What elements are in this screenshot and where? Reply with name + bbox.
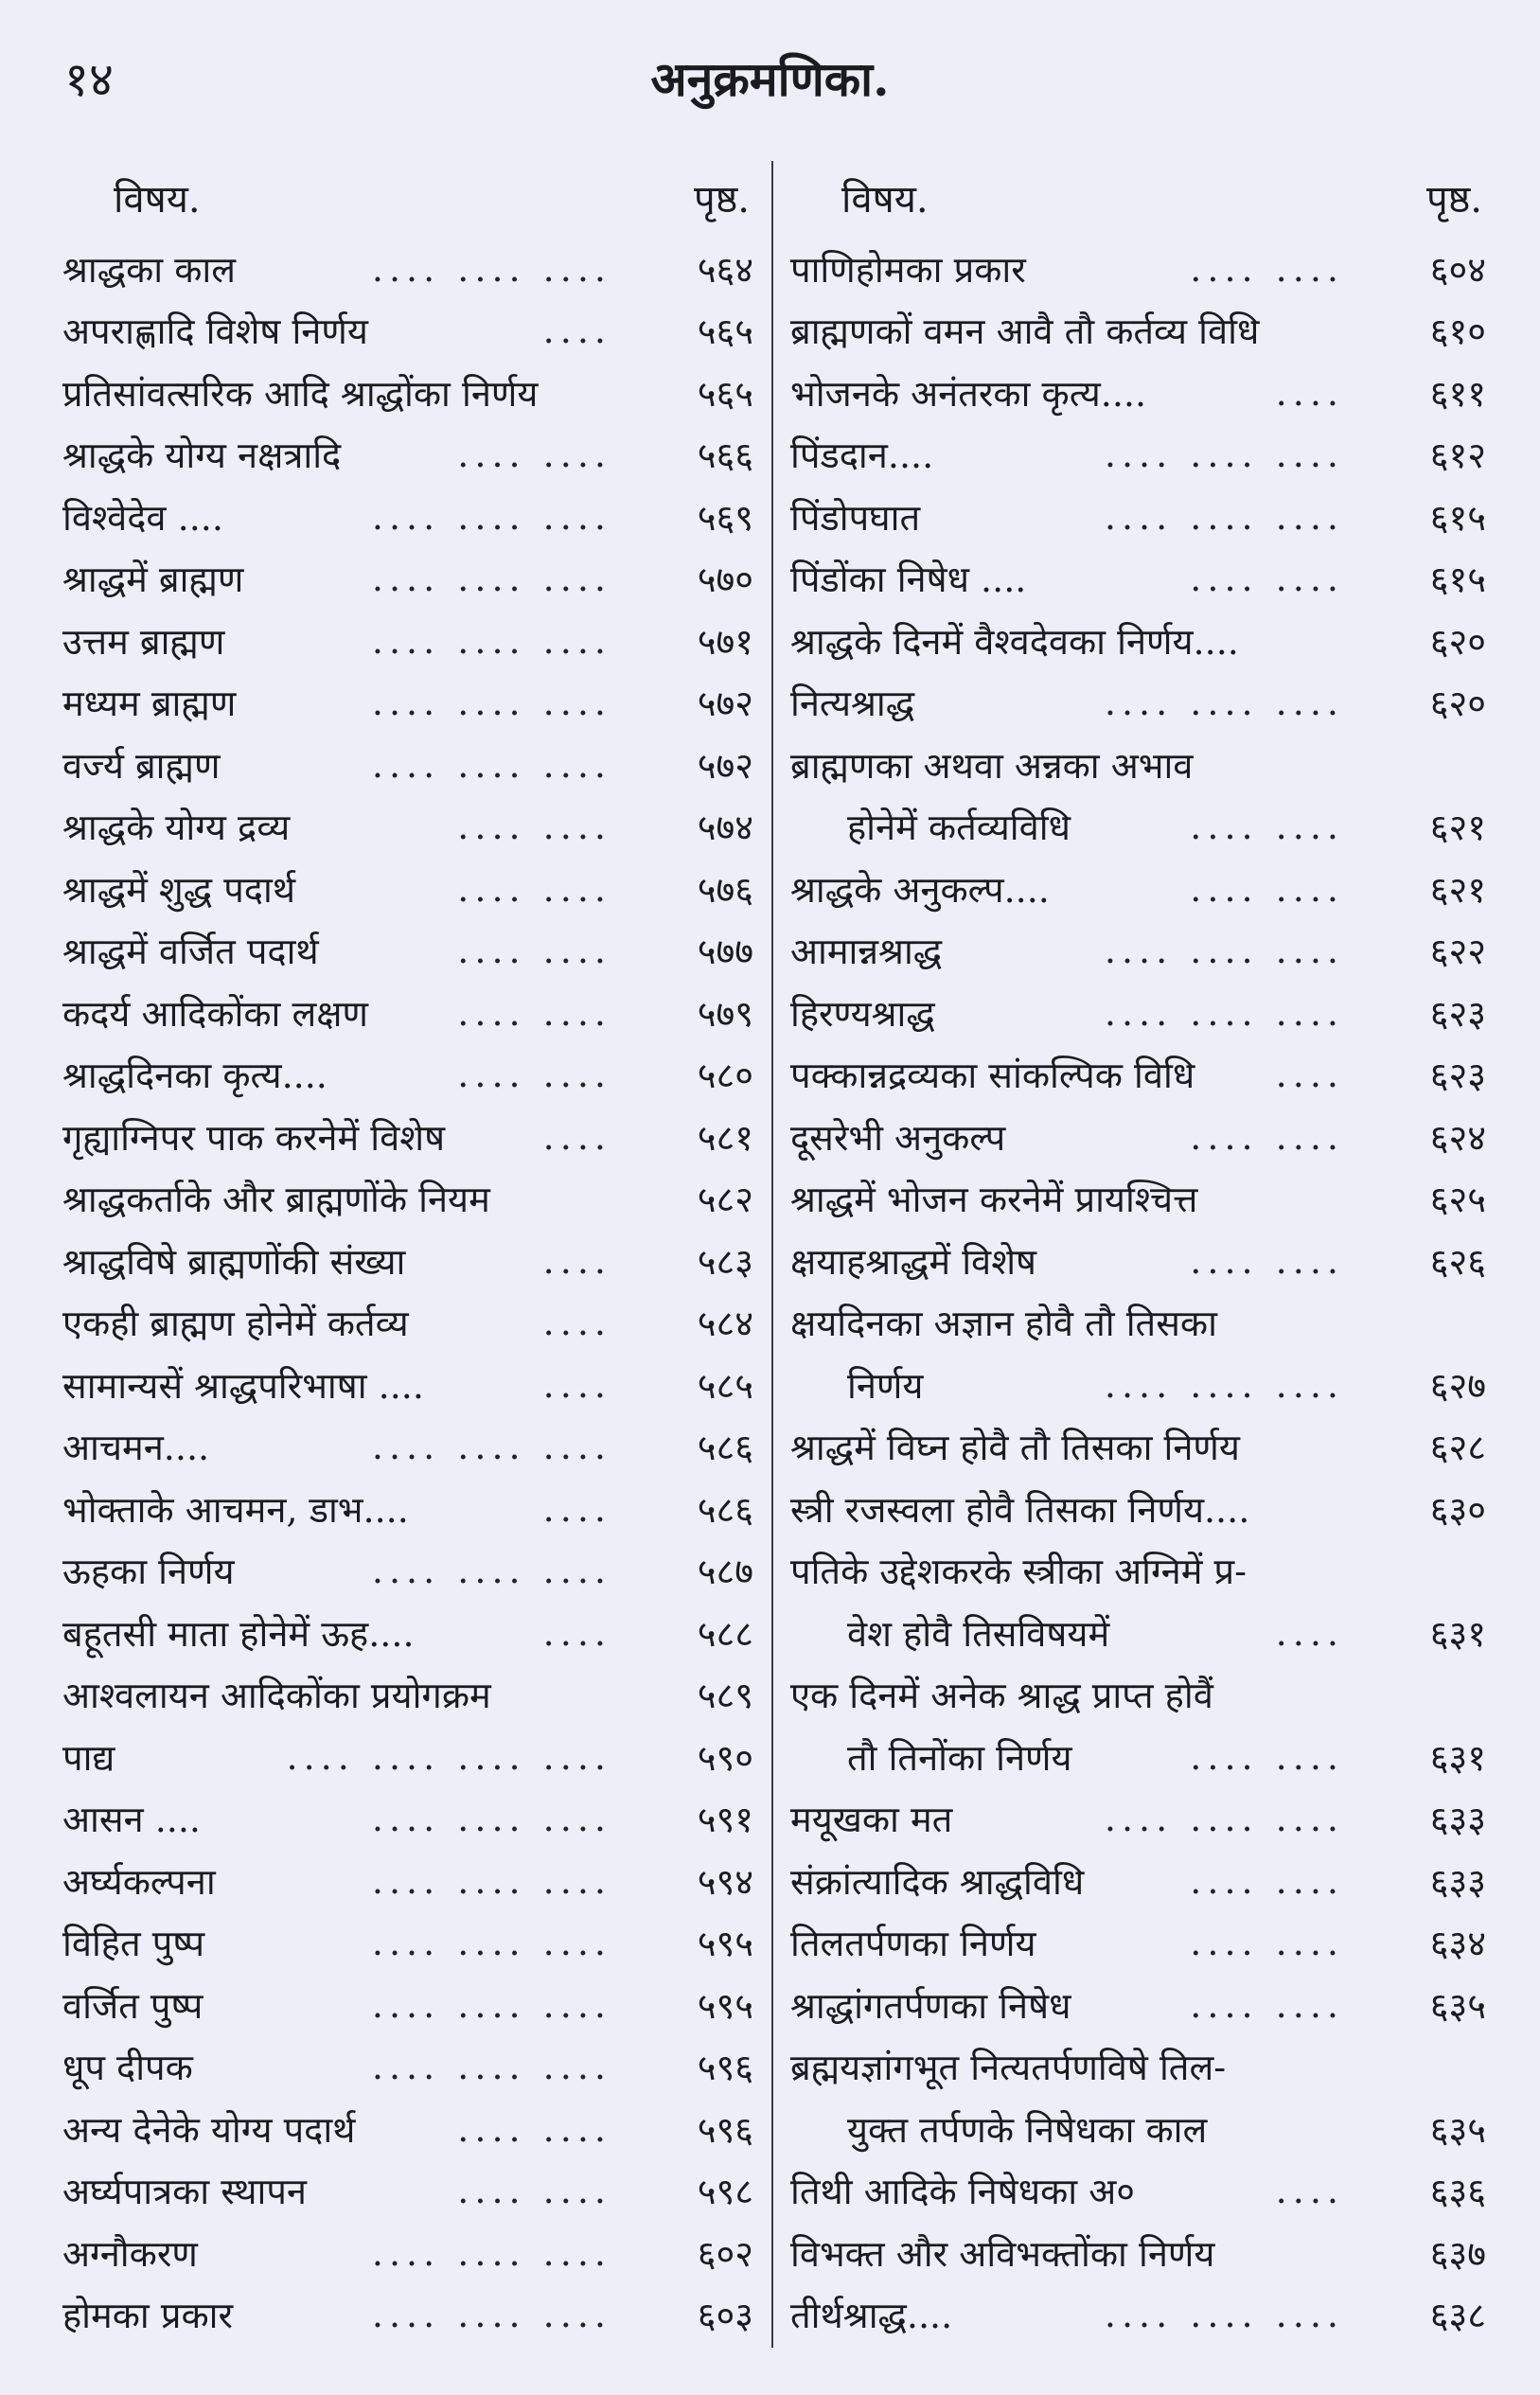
toc-entry: [62, 1664, 753, 1727]
entry-leader-dots: .... .... ....: [1104, 495, 1344, 538]
entry-page-number: ६३७: [1429, 2232, 1486, 2275]
entry-title: गृह्याग्निपर पाक करनेमें विशेष: [62, 1116, 446, 1159]
entry-title: नित्यश्राद्ध: [790, 683, 915, 725]
entry-leader-dots: .... .... ....: [371, 2046, 611, 2088]
entry-leader-dots: .... ....: [457, 930, 611, 972]
toc-entry: [62, 1850, 753, 1912]
entry-leader-dots: .... ....: [1190, 867, 1344, 910]
entry-page-number: ५७०: [697, 559, 753, 601]
toc-entry: [62, 2160, 753, 2223]
left-column: [62, 156, 753, 2346]
entry-page-number: ६०४: [1429, 248, 1486, 291]
entry-page-number: ५९६: [697, 2047, 753, 2089]
entry-page-number: ६२४: [1429, 1116, 1486, 1159]
entry-leader-dots: .... ....: [457, 1054, 611, 1096]
toc-entry: [62, 610, 753, 672]
entry-leader-dots: .... .... ....: [1104, 1798, 1344, 1840]
toc-entry: [790, 1602, 1486, 1664]
entry-leader-dots: .... ....: [1190, 1115, 1344, 1158]
toc-entry: [62, 1478, 753, 1540]
toc-entry: [62, 2222, 753, 2284]
entry-leader-dots: ....: [1275, 2170, 1344, 2212]
entry-title: अग्नौकरण: [62, 2232, 198, 2275]
toc-entry: [790, 486, 1486, 548]
entry-title: विश्वेदेव ....: [62, 496, 223, 539]
entry-title: ब्राह्मणका अथवा अन्नका अभाव: [790, 744, 1194, 787]
entry-page-number: ५६५: [697, 372, 753, 415]
toc-entry: [790, 424, 1486, 487]
entry-leader-dots: .... ....: [457, 806, 611, 848]
entry-title: आचमन....: [62, 1427, 210, 1469]
entry-page-number: ६१५: [1429, 496, 1486, 539]
entry-title: श्राद्धके अनुकल्प....: [790, 868, 1050, 911]
entry-page-number: ५९५: [697, 1923, 753, 1965]
entry-leader-dots: .... .... ....: [371, 1859, 611, 1902]
entry-title: पतिके उद्देशकरके स्त्रीका अग्निमें प्र-: [790, 1551, 1248, 1593]
entry-page-number: ५७२: [697, 744, 753, 787]
left-column-header: [62, 156, 753, 238]
toc-entry: [62, 424, 753, 487]
toc-entry: [790, 796, 1486, 859]
entry-page-number: ५९०: [697, 1736, 753, 1779]
entry-page-number: ६१५: [1429, 559, 1486, 601]
entry-title: श्राद्धमें वर्जित पदार्थ: [62, 931, 319, 973]
entry-page-number: ५९१: [697, 1799, 753, 1841]
toc-entry: [62, 1602, 753, 1664]
entry-title: श्राद्धका काल: [62, 248, 237, 291]
toc-entry: [62, 2098, 753, 2160]
entry-title: युक्त तर्पणके निषेधका काल: [847, 2108, 1208, 2151]
toc-entry: [62, 1168, 753, 1231]
entry-page-number: ६३४: [1429, 1923, 1486, 1965]
page-title: अनुक्रमणिका.: [650, 51, 890, 107]
entry-leader-dots: .... ....: [1190, 1859, 1344, 1902]
entry-title: अन्य देनेके योग्य पदार्थ: [62, 2108, 356, 2151]
toc-entry: [790, 238, 1486, 300]
entry-page-number: ६३३: [1429, 1860, 1486, 1903]
entry-title: भोजनके अनंतरका कृत्य....: [790, 372, 1147, 415]
entry-leader-dots: .... .... ....: [371, 247, 611, 290]
toc-entry: [62, 1416, 753, 1479]
toc-entry: [790, 1540, 1486, 1603]
entry-page-number: ६३१: [1429, 1736, 1486, 1779]
entry-title: श्राद्धकर्ताके और ब्राह्मणोंके नियम: [62, 1179, 490, 1221]
entry-page-number: ६२१: [1429, 868, 1486, 911]
entry-title: तीर्थश्राद्ध....: [790, 2295, 953, 2337]
entry-title: अर्घ्यकल्पना: [62, 1860, 216, 1903]
entry-page-number: ५७१: [697, 620, 753, 663]
entry-page-number: ५७७: [697, 931, 753, 973]
entry-title: धूप दीपक: [62, 2047, 193, 2089]
entry-page-number: ५६४: [697, 248, 753, 291]
entry-page-number: ५७६: [697, 868, 753, 911]
toc-entry: [790, 1664, 1486, 1727]
entry-leader-dots: .... .... ....: [371, 1550, 611, 1592]
entry-leader-dots: .... ....: [1190, 1983, 1344, 2026]
entry-page-number: ५८८: [697, 1612, 753, 1655]
toc-entry: [62, 2036, 753, 2099]
toc-entry: [790, 2284, 1486, 2347]
entry-page-number: ६२५: [1429, 1179, 1486, 1221]
entry-title: श्राद्धके योग्य नक्षत्रादि: [62, 435, 342, 477]
entry-title: श्राद्धांगतर्पणका निषेध: [790, 1984, 1071, 2027]
entry-leader-dots: .... .... ....: [371, 495, 611, 538]
entry-page-number: ५७२: [697, 683, 753, 725]
entry-page-number: ५८७: [697, 1551, 753, 1593]
entry-page-number: ५९५: [697, 1984, 753, 2027]
toc-entry: [62, 858, 753, 920]
entry-title: मध्यम ब्राह्मण: [62, 683, 237, 725]
entry-page-number: ५८२: [697, 1179, 753, 1221]
toc-entry: [62, 1726, 753, 1788]
toc-entry: [790, 1974, 1486, 2036]
entry-title: अपराह्णादि विशेष निर्णय: [62, 310, 368, 353]
toc-entry: [62, 2284, 753, 2347]
entry-title: वर्जित पुष्प: [62, 1984, 204, 2027]
entry-leader-dots: ....: [542, 1363, 611, 1406]
entry-title: संक्रांत्यादिक श्राद्धविधि: [790, 1860, 1085, 1903]
entry-leader-dots: ....: [1275, 1054, 1344, 1096]
entry-page-number: ५६९: [697, 496, 753, 539]
entry-page-number: ६२०: [1429, 620, 1486, 663]
toc-entry: [790, 1168, 1486, 1231]
toc-entry: [62, 1044, 753, 1107]
entry-leader-dots: .... ....: [457, 991, 611, 1034]
page-label: पृष्ठ.: [694, 177, 750, 222]
entry-page-number: ६२८: [1429, 1427, 1486, 1469]
entry-leader-dots: .... .... .... ....: [286, 1735, 611, 1778]
entry-page-number: ५९६: [697, 2108, 753, 2151]
toc-entry: [62, 238, 753, 300]
entry-leader-dots: .... .... ....: [1104, 434, 1344, 476]
entry-page-number: ६३०: [1429, 1488, 1486, 1531]
entry-title: पाणिहोमका प्रकार: [790, 248, 1026, 291]
entry-leader-dots: .... .... ....: [371, 558, 611, 600]
entry-leader-dots: .... .... ....: [371, 2294, 611, 2336]
entry-title: विभक्त और अविभक्तोंका निर्णय: [790, 2232, 1215, 2275]
entry-page-number: ६२६: [1429, 1240, 1486, 1283]
entry-page-number: ५६५: [697, 310, 753, 353]
entry-title: श्राद्धमें शुद्ध पदार्थ: [62, 868, 296, 911]
entry-page-number: ६१०: [1429, 310, 1486, 353]
right-column-header: [790, 156, 1486, 238]
toc-entry: [62, 1540, 753, 1603]
entry-title: पिंडदान....: [790, 435, 934, 477]
entry-title: पक्कान्नद्रव्यका सांकल्पिक विधि: [790, 1055, 1195, 1097]
entry-title: ब्रह्मयज्ञांगभूत नित्यतर्पणविषे तिल-: [790, 2047, 1227, 2089]
toc-entry: [790, 2160, 1486, 2223]
toc-entry: [790, 1106, 1486, 1168]
entry-leader-dots: .... ....: [1190, 1922, 1344, 1964]
entry-leader-dots: .... .... ....: [371, 1983, 611, 2026]
entry-page-number: ६२३: [1429, 992, 1486, 1035]
entry-title: भोक्ताके आचमन, डाभ....: [62, 1488, 409, 1531]
entry-page-number: ६३५: [1429, 1984, 1486, 2027]
toc-entry: [62, 1974, 753, 2036]
entry-title: उत्तम ब्राह्मण: [62, 620, 225, 663]
entry-leader-dots: .... ....: [1190, 247, 1344, 290]
entry-leader-dots: .... ....: [1190, 558, 1344, 600]
entry-title: दूसरेभी अनुकल्प: [790, 1116, 1006, 1159]
entry-leader-dots: .... ....: [1190, 1735, 1344, 1778]
entry-title: निर्णय: [847, 1364, 924, 1407]
toc-entry: [790, 1230, 1486, 1292]
toc-entry: [790, 1354, 1486, 1416]
entry-leader-dots: .... ....: [457, 2107, 611, 2150]
entry-leader-dots: .... .... ....: [371, 682, 611, 724]
entry-title: वर्ज्य ब्राह्मण: [62, 744, 221, 787]
toc-entry: [790, 672, 1486, 735]
entry-page-number: ६३३: [1429, 1799, 1486, 1841]
entry-leader-dots: .... .... ....: [1104, 930, 1344, 972]
entry-leader-dots: .... .... ....: [371, 2231, 611, 2274]
entry-title: कदर्य आदिकोंका लक्षण: [62, 992, 368, 1035]
toc-entry: [62, 982, 753, 1044]
entry-page-number: ६२२: [1429, 931, 1486, 973]
toc-entry: [62, 1788, 753, 1851]
entry-page-number: ५८४: [697, 1303, 753, 1345]
entry-page-number: ६३१: [1429, 1612, 1486, 1655]
entry-title: पिंडोपघात: [790, 496, 921, 539]
entry-page-number: ६३६: [1429, 2171, 1486, 2213]
entry-leader-dots: .... .... ....: [1104, 991, 1344, 1034]
entry-leader-dots: .... .... ....: [1104, 2294, 1344, 2336]
entry-title: तौ तिनोंका निर्णय: [847, 1736, 1072, 1779]
toc-entry: [62, 920, 753, 983]
toc-entry: [790, 1478, 1486, 1540]
entry-page-number: ५७९: [697, 992, 753, 1035]
toc-entry: [790, 1416, 1486, 1479]
entry-leader-dots: .... ....: [457, 867, 611, 910]
entry-title: ऊहका निर्णय: [62, 1551, 235, 1593]
toc-entry: [790, 2098, 1486, 2160]
entry-title: श्राद्धमें भोजन करनेमें प्रायश्चित्त: [790, 1179, 1198, 1221]
entry-title: अर्घ्यपात्रका स्थापन: [62, 2171, 308, 2213]
entry-title: होनेमें कर्तव्यविधि: [847, 807, 1071, 849]
entry-leader-dots: .... ....: [1190, 806, 1344, 848]
entry-page-number: ५९८: [697, 2171, 753, 2213]
entry-leader-dots: .... .... ....: [1104, 682, 1344, 724]
entry-title: सामान्यसें श्राद्धपरिभाषा ....: [62, 1364, 424, 1407]
toc-entry: [790, 1912, 1486, 1975]
entry-leader-dots: ....: [542, 1115, 611, 1158]
entry-title: श्राद्धदिनका कृत्य....: [62, 1055, 327, 1097]
entry-page-number: ६२१: [1429, 807, 1486, 849]
left-entry-list: [62, 238, 753, 2346]
toc-entry: [62, 300, 753, 363]
toc-entry: [790, 858, 1486, 920]
toc-entry: [790, 1292, 1486, 1355]
entry-leader-dots: ....: [542, 1302, 611, 1344]
entry-title: स्त्री रजस्वला होवै तिसका निर्णय....: [790, 1488, 1250, 1531]
entry-leader-dots: ....: [1275, 1611, 1344, 1654]
toc-entry: [790, 982, 1486, 1044]
toc-entry: [790, 1044, 1486, 1107]
entry-page-number: ६२३: [1429, 1055, 1486, 1097]
toc-entry: [790, 920, 1486, 983]
entry-leader-dots: .... ....: [1190, 1239, 1344, 1282]
entry-leader-dots: ....: [1275, 371, 1344, 414]
toc-entry: [62, 734, 753, 796]
entry-title: आसन ....: [62, 1799, 202, 1841]
right-column: [790, 156, 1486, 2346]
entry-title: एक दिनमें अनेक श्राद्ध प्राप्त होवैं: [790, 1675, 1213, 1717]
entry-page-number: ६०२: [697, 2232, 753, 2275]
entry-leader-dots: .... .... ....: [371, 619, 611, 662]
entry-title: श्राद्धमें ब्राह्मण: [62, 559, 244, 601]
toc-entry: [790, 2222, 1486, 2284]
entry-page-number: ६३५: [1429, 2108, 1486, 2151]
toc-entry: [790, 548, 1486, 611]
toc-entry: [790, 610, 1486, 672]
toc-entry: [62, 1354, 753, 1416]
entry-title: श्राद्धमें विघ्न होवै तौ तिसका निर्णय: [790, 1427, 1240, 1469]
entry-leader-dots: .... .... ....: [371, 1922, 611, 1964]
entry-leader-dots: .... ....: [457, 434, 611, 476]
entry-page-number: ५८१: [697, 1116, 753, 1159]
toc-entry: [790, 2036, 1486, 2099]
toc-entry: [62, 1912, 753, 1975]
entry-leader-dots: .... .... ....: [371, 743, 611, 786]
entry-page-number: ६२०: [1429, 683, 1486, 725]
entry-title: आमान्नश्राद्ध: [790, 931, 943, 973]
entry-title: होमका प्रकार: [62, 2295, 234, 2337]
entry-title: प्रतिसांवत्सरिक आदि श्राद्धोंका निर्णय: [62, 372, 539, 415]
entry-page-number: ५८६: [697, 1427, 753, 1469]
entry-title: श्राद्धविषे ब्राह्मणोंकी संख्या: [62, 1240, 406, 1283]
entry-page-number: ५८५: [697, 1364, 753, 1407]
entry-title: ब्राह्मणकों वमन आवै तौ कर्तव्य विधि: [790, 310, 1260, 353]
entry-leader-dots: .... ....: [457, 2170, 611, 2212]
toc-entry: [62, 1230, 753, 1292]
toc-entry: [790, 734, 1486, 796]
entry-page-number: ६०३: [697, 2295, 753, 2337]
entry-title: तिलतर्पणका निर्णय: [790, 1923, 1036, 1965]
toc-entry: [790, 1788, 1486, 1851]
entry-page-number: ५७४: [697, 807, 753, 849]
entry-title: पाद्य: [62, 1736, 115, 1779]
toc-entry: [62, 1106, 753, 1168]
entry-title: एकही ब्राह्मण होनेमें कर्तव्य: [62, 1303, 409, 1345]
toc-entry: [62, 486, 753, 548]
toc-entry: [62, 548, 753, 611]
entry-page-number: ६३८: [1429, 2295, 1486, 2337]
entry-title: श्राद्धके दिनमें वैश्वदेवका निर्णय....: [790, 620, 1239, 663]
entry-title: बहूतसी माता होनेमें ऊह....: [62, 1612, 415, 1655]
page-label: पृष्ठ.: [1426, 177, 1482, 222]
entry-title: पिंडोंका निषेध ....: [790, 559, 1027, 601]
entry-page-number: ६१२: [1429, 435, 1486, 477]
subject-label: विषय.: [114, 177, 201, 222]
toc-entry: [790, 1726, 1486, 1788]
column-divider: [771, 161, 773, 2348]
entry-page-number: ५६६: [697, 435, 753, 477]
entry-page-number: ५८६: [697, 1488, 753, 1531]
entry-leader-dots: ....: [542, 1487, 611, 1530]
entry-title: मयूखका मत: [790, 1799, 953, 1841]
entry-title: क्षयदिनका अज्ञान होवै तौ तिसका: [790, 1303, 1217, 1345]
toc-entry: [790, 300, 1486, 363]
toc-entry: [790, 362, 1486, 424]
entry-page-number: ५९४: [697, 1860, 753, 1903]
entry-leader-dots: .... .... ....: [1104, 1363, 1344, 1406]
entry-title: श्राद्धके योग्य द्रव्य: [62, 807, 291, 849]
toc-entry: [62, 362, 753, 424]
page-number: १४: [64, 52, 114, 107]
entry-title: वेश होवै तिसविषयमें: [847, 1612, 1110, 1655]
entry-page-number: ६२७: [1429, 1364, 1486, 1407]
toc-entry: [62, 796, 753, 859]
entry-page-number: ५८३: [697, 1240, 753, 1283]
entry-title: तिथी आदिके निषेधका अ०: [790, 2171, 1135, 2213]
toc-entry: [62, 672, 753, 735]
entry-leader-dots: ....: [542, 1239, 611, 1282]
entry-title: विहित पुष्प: [62, 1923, 205, 1965]
entry-title: हिरण्यश्राद्ध: [790, 992, 935, 1035]
entry-leader-dots: ....: [542, 310, 611, 352]
entry-title: क्षयाहश्राद्धमें विशेष: [790, 1240, 1036, 1283]
right-entry-list: [790, 238, 1486, 2346]
entry-leader-dots: .... .... ....: [371, 1798, 611, 1840]
entry-leader-dots: .... .... ....: [371, 1426, 611, 1468]
entry-page-number: ६११: [1429, 372, 1486, 415]
subject-label: विषय.: [841, 177, 929, 222]
entry-page-number: ५८९: [697, 1675, 753, 1717]
entry-page-number: ५८०: [697, 1055, 753, 1097]
entry-leader-dots: ....: [542, 1611, 611, 1654]
toc-entry: [62, 1292, 753, 1355]
toc-entry: [790, 1850, 1486, 1912]
entry-title: आश्वलायन आदिकोंका प्रयोगक्रम: [62, 1675, 491, 1717]
